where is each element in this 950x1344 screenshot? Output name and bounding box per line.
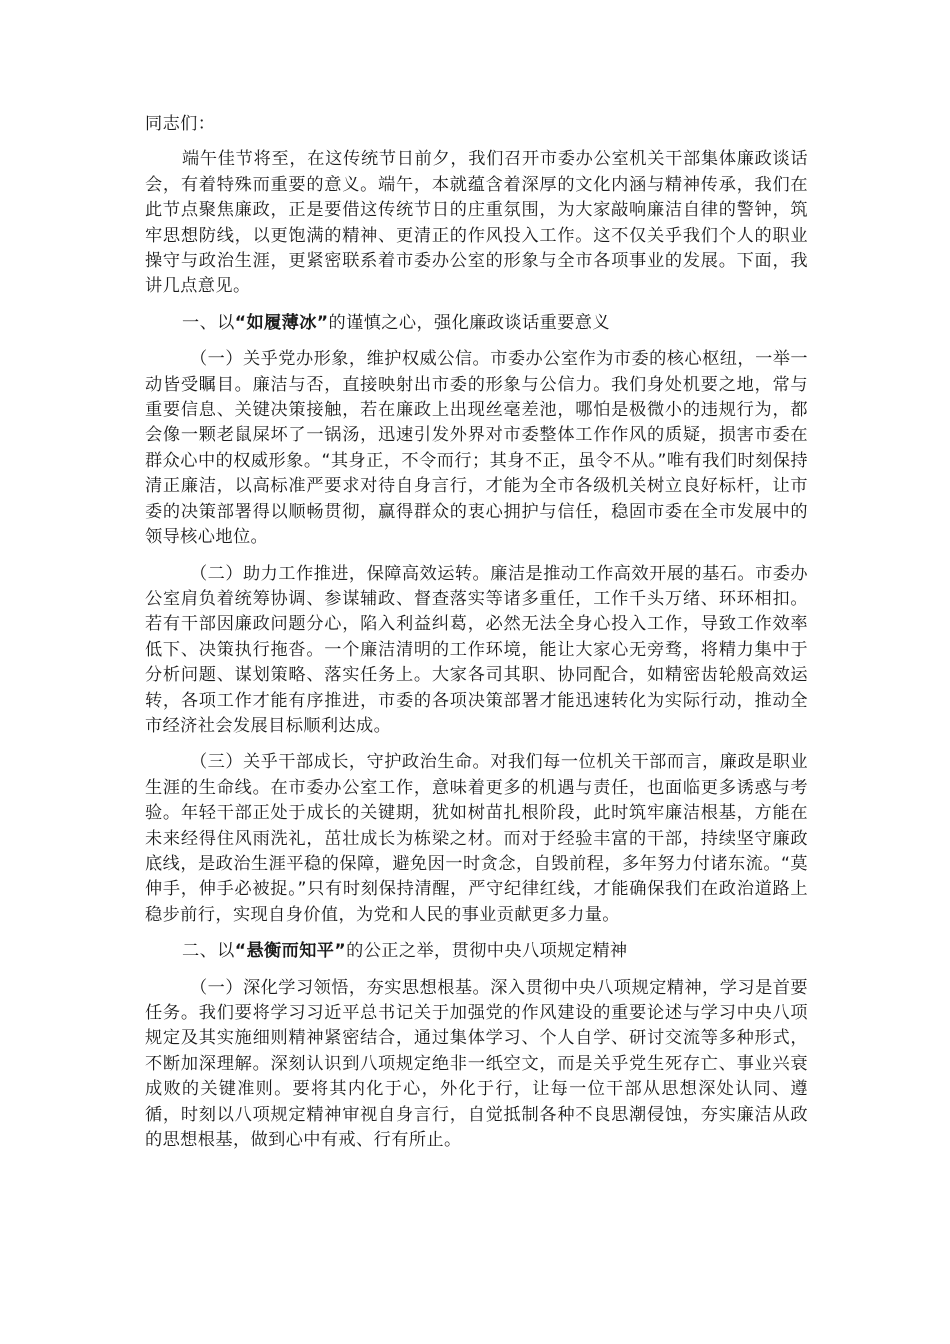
section-heading-1-prefix: 一、以 <box>182 312 235 333</box>
section-heading-1-quote: “如履薄冰” <box>234 312 329 333</box>
document-body <box>145 112 808 1164</box>
section-heading-1-suffix: 的谨慎之心，强化廉政谈话重要意义 <box>328 312 610 333</box>
section1-paragraph-3: （三）关乎干部成长，守护政治生命。对我们每一位机关干部而言，廉政是职业生涯的生命线。在市委办公室工作，意味着更多的机遇与责任，也面临更多诱惑与考验。年轻干部正处于成长的关键期，犹如树苗扎根阶段，此时筑牢廉洁根基，方能在未来经得住风雨洗礼，茁壮成长为栋梁之材。而对于经验丰富的干部，持续坚守廉政底线，是政治生涯平稳的保障，避免因一时贪念，自毁前程，多年努力付诸东流。“莫伸手，伸手必被捉。”只有时刻保持清醒，严守纪律红线，才能确保我们在政治道路上稳步前行，实现自身价值，为党和人民的事业贡献更多力量。 <box>145 752 808 925</box>
section-heading-1 <box>145 311 808 336</box>
greeting: 同志们： <box>145 114 216 134</box>
section2-paragraph-1: （一）深化学习领悟，夯实思想根基。深入贯彻中央八项规定精神，学习是首要任务。我们要将学习习近平总书记关于加强党的作风建设的重要论述与学习中央八项规定及其实施细则精神紧密结合，通过集体学习、个人自学、研讨交流等多种形式，不断加深理解。深刻认识到八项规定绝非一纸空文，而是关乎党生死存亡、事业兴衰成败的关键准则。要将其内化于心，外化于行，让每一位干部从思想深处认同、遵循，时刻以八项规定精神审视自身言行，自觉抵制各种不良思潮侵蚀，夯实廉洁从政的思想根基，做到心中有戒、行有所止。 <box>145 977 808 1151</box>
intro-paragraph: 端午佳节将至，在这传统节日前夕，我们召开市委办公室机关干部集体廉政谈话会，有着特殊而重要的意义。端午，本就蕴含着深厚的文化内涵与精神传承，我们在此节点聚焦廉政，正是要借这传统节日的庄重氛围，为大家敲响廉洁自律的警钟，筑牢思想防线，以更饱满的精神、更清正的作风投入工作。这不仅关乎我们个人的职业操守与政治生涯，更紧密联系着市委办公室的形象与全市各项事业的发展。下面，我讲几点意见。 <box>145 149 808 297</box>
section-heading-2 <box>145 939 808 964</box>
section-heading-2-suffix: 的公正之举，贯彻中央八项规定精神 <box>346 941 628 962</box>
section1-paragraph-2: （二）助力工作推进，保障高效运转。廉洁是推动工作高效开展的基石。市委办公室肩负着统筹协调、参谋辅政、督查落实等诸多重任，工作千头万绪、环环相扣。若有干部因廉政问题分心，陷入利益纠葛，必然无法全身心投入工作，导致工作效率低下、决策执行拖沓。一个廉洁清明的工作环境，能让大家心无旁骛，将精力集中于分析问题、谋划策略、落实任务上。大家各司其职、协同配合，如精密齿轮般高效运转，各项工作才能有序推进，市委的各项决策部署才能迅速转化为实际行动，推动全市经济社会发展目标顺利达成。 <box>145 563 808 736</box>
section-heading-2-prefix: 二、以 <box>182 941 235 962</box>
section-heading-2-quote: “悬衡而知平” <box>234 941 347 962</box>
section1-paragraph-1: （一）关乎党办形象，维护权威公信。市委办公室作为市委的核心枢纽，一举一动皆受瞩目。廉洁与否，直接映射出市委的形象与公信力。我们身处机要之地，常与重要信息、关键决策接触，若在廉政上出现丝毫差池，哪怕是极微小的违规行为，都会像一颗老鼠屎坏了一锅汤，迅速引发外界对市委整体工作作风的质疑，损害市委在群众心中的权威形象。“其身正，不令而行；其身不正，虽令不从。”唯有我们时刻保持清正廉洁，以高标准严要求对待自身言行，才能为全市各级机关树立良好标杆，让市委的决策部署得以顺畅贯彻，赢得群众的衷心拥护与信任，稳固市委在全市发展中的领导核心地位。 <box>145 349 808 548</box>
